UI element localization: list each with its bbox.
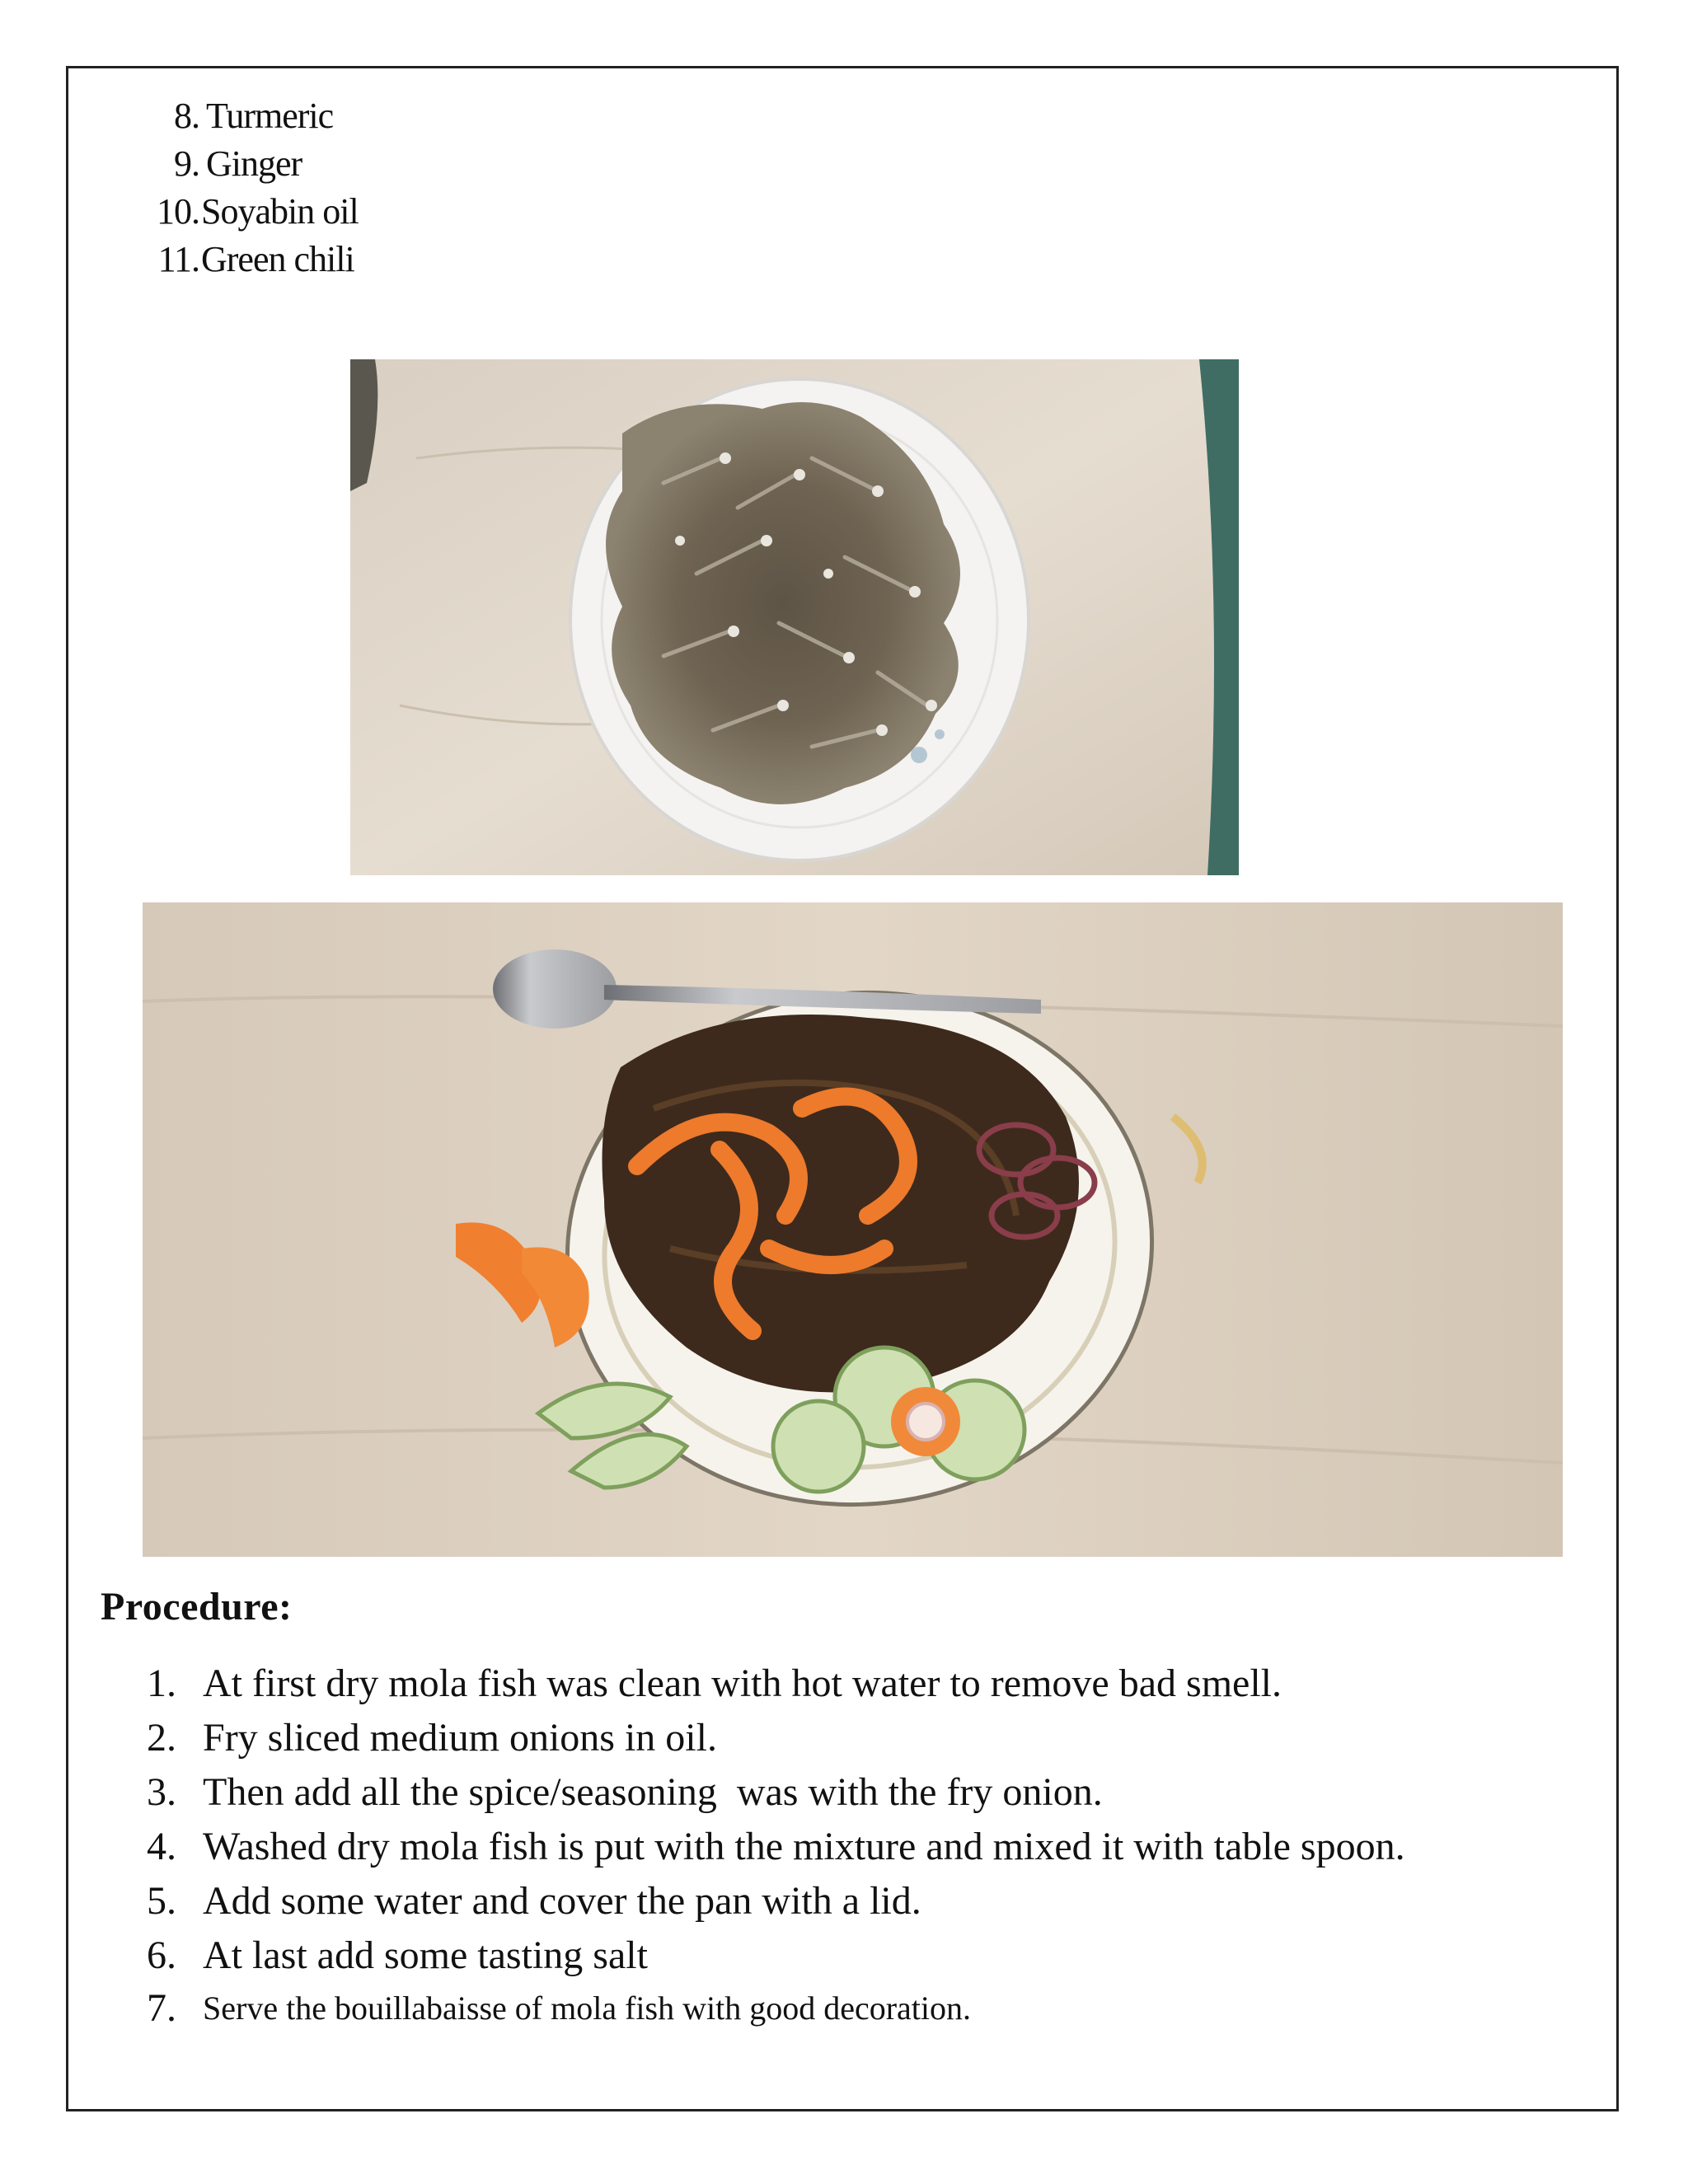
step-number: 1. (147, 1661, 176, 1705)
list-item (147, 188, 359, 236)
list-item (147, 1874, 1405, 1929)
step-text: Serve the bouillabaisse of mola fish with good decoration. (203, 1990, 972, 2027)
dry-fish-photo (350, 359, 1239, 875)
list-item (147, 140, 359, 188)
step-text: Washed dry mola fish is put with the mixture and mixed it with table spoon. (203, 1825, 1405, 1868)
step-text: Then add all the spice/seasoning was with the fry onion. (203, 1770, 1103, 1814)
dry-fish-photo-graphic (350, 359, 1239, 875)
list-item (147, 92, 359, 140)
step-text: Fry sliced medium onions in oil. (203, 1716, 717, 1760)
list-item (147, 1820, 1405, 1874)
item-text: Turmeric (206, 96, 334, 136)
step-text: At last add some tasting salt (203, 1933, 648, 1977)
item-number: 8. (174, 96, 199, 136)
step-number: 5. (147, 1879, 176, 1923)
item-text: Ginger (206, 143, 302, 184)
ingredient-list (147, 92, 359, 284)
cooked-dish-photo-graphic (143, 902, 1563, 1557)
step-number: 3. (147, 1770, 176, 1814)
list-item (147, 236, 359, 284)
step-number: 7. (147, 1986, 176, 2030)
step-number: 2. (147, 1716, 176, 1760)
item-number: 9. (174, 143, 199, 184)
item-number: 10. (157, 191, 199, 232)
step-text: At first dry mola fish was clean with hot water to remove bad smell. (203, 1661, 1282, 1705)
item-number: 11. (157, 239, 199, 279)
list-item (147, 1765, 1405, 1820)
list-item (147, 1657, 1405, 1711)
list-item (147, 1929, 1405, 1983)
list-item (147, 1711, 1405, 1765)
item-text: Green chili (201, 239, 354, 279)
procedure-heading: Procedure: (101, 1585, 293, 1629)
procedure-steps (147, 1657, 1405, 2034)
step-text: Add some water and cover the pan with a lid. (203, 1879, 921, 1923)
cooked-dish-photo (143, 902, 1563, 1557)
item-text: Soyabin oil (201, 191, 359, 232)
step-number: 4. (147, 1825, 176, 1868)
step-number: 6. (147, 1933, 176, 1977)
list-item (147, 1983, 1405, 2034)
